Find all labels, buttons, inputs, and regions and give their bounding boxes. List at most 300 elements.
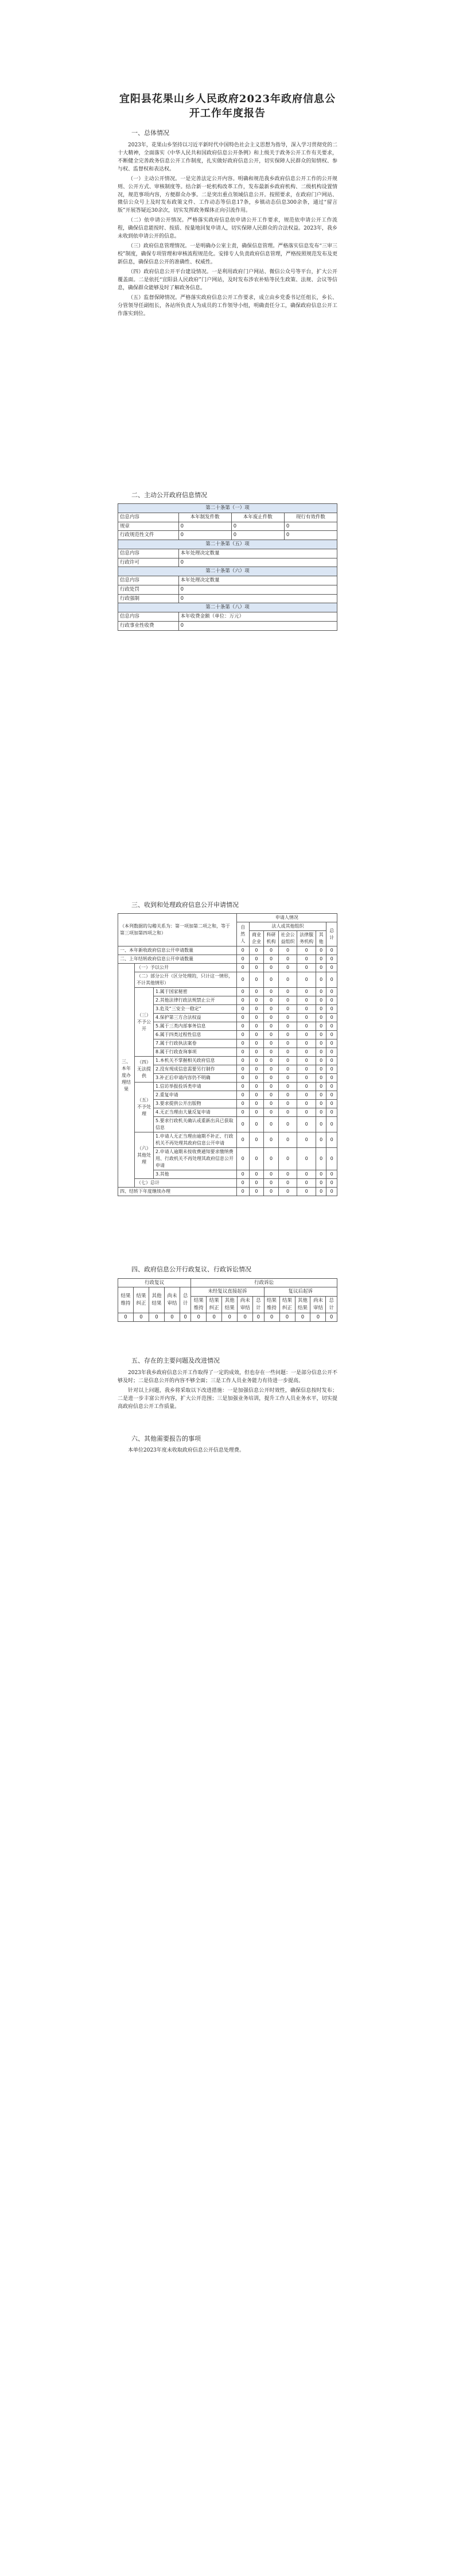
table-header: 本年处理决定数量	[178, 576, 337, 585]
table-cell: 0	[264, 955, 279, 964]
table-cell: 0	[249, 1065, 264, 1074]
table-cell: 0	[326, 1117, 337, 1132]
table-row	[118, 988, 337, 996]
table-cell: 0	[118, 1313, 134, 1322]
table-cell: 0	[278, 1108, 297, 1117]
table-cell: 0	[316, 1117, 326, 1132]
table-cell: 0	[264, 1188, 279, 1196]
paragraph: 2023年我乡政府信息公开工作取得了一定的成效，但也存在一些问题：一是部分信息公开不够及时；二是信息公开的内容不够全面；三是工作人员业务能力有待进一步提高。	[118, 1370, 337, 1384]
table-cell: 0	[249, 1188, 264, 1196]
table-header: 行政诉讼	[191, 1278, 337, 1287]
table-row-label: 3.要求提供公开出版物	[154, 1100, 237, 1108]
table-cell: 0	[278, 946, 297, 955]
table-cell: 0	[278, 988, 297, 996]
table-header: 复议后起诉	[264, 1287, 337, 1297]
table-cell: 0	[207, 1313, 222, 1322]
table-header: 信息内容	[118, 513, 179, 522]
table-cell: 0	[278, 1057, 297, 1065]
table-cell: 0	[297, 1065, 316, 1074]
table-cell: 0	[178, 522, 231, 531]
table-cell: 0	[326, 1313, 337, 1322]
table-cell: 行政处罚	[118, 585, 179, 594]
table-cell: 0	[297, 996, 316, 1005]
table-cell: 0	[264, 1148, 279, 1170]
table-cell: 0	[326, 972, 337, 988]
table-cell: 0	[326, 1170, 337, 1179]
table-cell: 0	[297, 1014, 316, 1022]
table-cell: 0	[236, 1083, 249, 1091]
table-header: 法律服务机构	[297, 931, 316, 946]
table-row	[118, 1188, 337, 1196]
paragraph: （三）政府信息管理情况。一是明确办公室主责，确保信息管理。严格落实信息发布“三审三校”制度，确保专项管理和审核流程规范化。安排专人负责政府信息管理，严格按照规范发布及更新信息，确保信息公开的准确性、权威性。	[118, 243, 337, 265]
table-header: 法人或其他组织	[249, 922, 326, 931]
table-cell: 规章	[118, 522, 179, 531]
table-cell: 0	[297, 1057, 316, 1065]
table-cell: 0	[236, 964, 249, 972]
table-cell: 0	[236, 972, 249, 988]
table-cell: 0	[278, 1100, 297, 1108]
table-cell: 0	[264, 1048, 279, 1057]
table-row	[118, 1179, 337, 1188]
paragraph: （四）政府信息公开平台建设情况。一是利用政府门户网站、微信公众号等平台，扩大公开覆盖面。二是依托“宜阳县人民政府”门户网站，及时发布涉农补贴等民生政策、法规、会议等信息，确保群众能够及时了解政务信息。	[118, 269, 337, 291]
table-cell: 0	[316, 996, 326, 1005]
table-cell: 0	[316, 1039, 326, 1048]
table-row	[118, 946, 337, 955]
table-cell: 0	[326, 1148, 337, 1170]
table-cell: 0	[316, 988, 326, 996]
table-cell: 0	[297, 1179, 316, 1188]
table-row-label: （二）部分公开（区分处理的，只计这一情形，不计其他情形）	[135, 972, 237, 988]
table-cell: 0	[236, 1039, 249, 1048]
table-header: 尚未审结	[310, 1297, 326, 1313]
table-cell: 0	[264, 1100, 279, 1108]
table-row-label: 2.申请人逾期未按收费通知要求缴纳费用、行政机关不再处理其政府信息公开申请	[154, 1148, 237, 1170]
table-cell: 0	[231, 531, 284, 540]
table-cell: 0	[178, 558, 337, 567]
table-cell: 0	[249, 1057, 264, 1065]
table-cell: 0	[326, 1022, 337, 1031]
table-cell: 0	[316, 1100, 326, 1108]
table-row	[118, 1057, 337, 1065]
table-cell: 0	[326, 1014, 337, 1022]
table-cell: 0	[326, 955, 337, 964]
table-header: 结果维持	[264, 1297, 279, 1313]
table-row-label: 1.申请人无正当理由逾期不补正、行政机关不再处理其政府信息公开申请	[154, 1132, 237, 1148]
section-heading: 五、存在的主要问题及改进情况	[131, 1357, 220, 1365]
table-cell: 0	[178, 621, 337, 630]
table-cell: 0	[249, 1170, 264, 1179]
table-row-label: 5.要求行政机关确认或重新出具已获取信息	[154, 1117, 237, 1132]
table-cell: 0	[191, 1313, 207, 1322]
section-active-disclosure	[118, 491, 337, 631]
table-subgroup-label: （四）无法提供	[135, 1057, 154, 1083]
table-header: 商业企业	[249, 931, 264, 946]
table-cell: 0	[264, 996, 279, 1005]
table-cell: 0	[316, 1022, 326, 1031]
table-header: 其他结果	[149, 1287, 164, 1313]
table-cell: 0	[326, 946, 337, 955]
table-header: 其他	[316, 931, 326, 946]
table-row-label: 3.补正后申请内容仍不明确	[154, 1074, 237, 1083]
table-header: 其他结果	[222, 1297, 238, 1313]
table-cell: 0	[249, 1148, 264, 1170]
table-row-label: 1.信访举报投诉类申请	[154, 1083, 237, 1091]
table-header: 结果维持	[118, 1287, 134, 1313]
table-cell: 0	[236, 1117, 249, 1132]
table-header: 信息内容	[118, 549, 179, 558]
table-cell: 0	[236, 996, 249, 1005]
table-cell: 0	[236, 1188, 249, 1196]
table-cell: 0	[178, 594, 337, 603]
table-cell: 0	[316, 1083, 326, 1091]
table-header: 本年废止件数	[231, 513, 284, 522]
table-cell: 0	[316, 1031, 326, 1039]
table-cell: 0	[326, 1039, 337, 1048]
table-cell: 0	[236, 955, 249, 964]
table-header: 总计	[326, 1297, 337, 1313]
table-cell: 0	[249, 1179, 264, 1188]
table-cell: 0	[180, 1313, 190, 1322]
table-cell: 0	[264, 1039, 279, 1048]
table-header: 申请人情况	[236, 914, 337, 922]
table-cell: 0	[236, 1022, 249, 1031]
table-cell: 0	[249, 1108, 264, 1117]
paragraph: （一）主动公开情况。一是完善法定公开内容。明确和规范我乡政府信息公开工作的公开规则、公开方式、审核制度等。结合新一轮机构改革工作，发布最新乡政府机构、二级机构设置情况，规范事项内容，方便群众办事。二是突出重点领域信息公开。按照要求，在政府门户网站、微信公众号上及时发布政策文件、工作动态等信息17条，乡镇动态信息300余条，通过“留言版”开展答疑近30余次，切实发挥政务媒体正向引流作用。	[118, 176, 337, 214]
table-cell: 0	[316, 964, 326, 972]
table-cell: 0	[236, 1170, 249, 1179]
table-header: 尚未审结	[164, 1287, 180, 1313]
table-cell: 0	[284, 531, 337, 540]
table-header: 自然人	[236, 922, 249, 946]
table-row-label: 2.没有现成信息需要另行制作	[154, 1065, 237, 1074]
table-cell: 0	[249, 946, 264, 955]
table-cell: 0	[264, 1074, 279, 1083]
table-cell: 0	[295, 1313, 310, 1322]
table-cell: 0	[326, 1005, 337, 1014]
table-cell: 0	[264, 1005, 279, 1014]
table-row-label: （一）予以公开	[135, 964, 237, 972]
table-header: 总计	[180, 1287, 190, 1313]
table-cell: 0	[316, 1065, 326, 1074]
table-cell: 0	[264, 1031, 279, 1039]
table-cell: 0	[236, 1108, 249, 1117]
table-cell: 0	[236, 1057, 249, 1065]
section-overview	[118, 129, 337, 318]
table-header: 本年处理决定数量	[178, 549, 337, 558]
table-cell: 0	[278, 1179, 297, 1188]
table-cell: 0	[316, 1057, 326, 1065]
table-header: 其他结果	[295, 1297, 310, 1313]
table-cell: 0	[278, 1014, 297, 1022]
table-cell: 0	[249, 1100, 264, 1108]
table-cell: 0	[297, 1048, 316, 1057]
table-cell: 0	[236, 1048, 249, 1057]
table-cell: 0	[264, 1313, 279, 1322]
table-cell: 0	[264, 972, 279, 988]
table-cell: 0	[326, 1179, 337, 1188]
table-cell: 0	[249, 1031, 264, 1039]
table-cell: 0	[249, 1005, 264, 1014]
table-cell: 0	[236, 988, 249, 996]
table-cell: 0	[236, 1091, 249, 1100]
table-row	[118, 1313, 337, 1322]
table-cell: 0	[316, 1179, 326, 1188]
paragraph: （五）监督保障情况。严格落实政府信息公开工作要求，成立由乡党委书记任组长，乡长、分管领导任副组长，各站所负责人为成员的工作领导小组，明确责任分工，确保政府信息公开工作落实到位。	[118, 294, 337, 317]
table-row	[118, 531, 337, 540]
section-other	[118, 1434, 337, 1455]
table-cell: 0	[279, 1313, 295, 1322]
table-row-label: 二、上年结转政府信息公开申请数量	[118, 955, 237, 964]
table-row	[118, 964, 337, 972]
table-cell: 0	[326, 1057, 337, 1065]
table-cell: 0	[316, 1188, 326, 1196]
table-subgroup-label: （三）不予公开	[135, 988, 154, 1057]
table-cell: 0	[178, 531, 231, 540]
table-cell: 0	[249, 964, 264, 972]
paragraph: （二）依申请公开情况。严格落实政府信息依申请公开工作要求，规范依申请公开工作流程，确保信息能按时、按质、按量地回复申请人，切实保障人民群众的合法权益。2023年，我乡未收到依申请公开的信息。	[118, 218, 337, 240]
table-cell: 0	[236, 1074, 249, 1083]
table-cell: 0	[264, 1132, 279, 1148]
table-cell: 0	[249, 972, 264, 988]
table-cell: 0	[316, 1148, 326, 1170]
table-band: 第二十条第（八）项	[118, 603, 337, 612]
table-cell: 0	[278, 1039, 297, 1048]
table-cell: 0	[278, 1074, 297, 1083]
table-header: 结果纠正	[207, 1297, 222, 1313]
table-header: 现行有效件数	[284, 513, 337, 522]
table-header: 科研机构	[264, 931, 279, 946]
table-row	[118, 1132, 337, 1148]
table-cell: 0	[264, 1108, 279, 1117]
table-corner-note: （本列数据的勾稽关系为：第一项加第二项之和，等于第三项加第四项之和）	[118, 914, 237, 946]
table-cell: 0	[297, 955, 316, 964]
table-row-label: 2.重复申请	[154, 1091, 237, 1100]
report-title: 宜阳县花果山乡人民政府2023年政府信息公开工作年度报告	[119, 93, 336, 120]
section-heading: 四、政府信息公开行政复议、行政诉讼情况	[131, 1266, 251, 1274]
table-cell: 0	[249, 955, 264, 964]
section-review-litigation	[118, 1265, 337, 1322]
table-cell: 0	[278, 1188, 297, 1196]
table-cell: 0	[249, 1117, 264, 1132]
table-cell: 0	[316, 1074, 326, 1083]
table-cell: 0	[264, 1179, 279, 1188]
table-cell: 0	[231, 522, 284, 531]
table-cell: 0	[326, 1083, 337, 1091]
table-cell: 0	[297, 946, 316, 955]
table-cell: 0	[316, 1048, 326, 1057]
paragraph: 2023年，花果山乡坚持以习近平新时代中国特色社会主义思想为指导，深入学习贯彻党的二十大精神，全面落实《中华人民共和国政府信息公开条例》和上级关于政务公开工作有关要求，不断健全完善政务信息公开工作制度，扎实做好政府信息公开，切实保障人民群众的知情权、参与权、监督权和表达权。	[118, 142, 337, 172]
table-cell: 0	[278, 1091, 297, 1100]
table-row	[118, 972, 337, 988]
table-cell: 0	[236, 1179, 249, 1188]
table-row	[118, 1083, 337, 1091]
table-cell: 0	[278, 996, 297, 1005]
table-cell: 0	[249, 1014, 264, 1022]
table-cell: 0	[297, 1083, 316, 1091]
table-cell: 0	[278, 1022, 297, 1031]
table-cell: 0	[249, 1074, 264, 1083]
table-cell: 0	[326, 996, 337, 1005]
table-cell: 0	[326, 1074, 337, 1083]
table-cell: 0	[278, 972, 297, 988]
table-header: 信息内容	[118, 612, 179, 622]
table-cell: 0	[297, 964, 316, 972]
table-cell: 0	[238, 1313, 253, 1322]
table-header: 结果维持	[191, 1297, 207, 1313]
table-cell: 0	[278, 1148, 297, 1170]
table-cell: 0	[264, 1117, 279, 1132]
table-cell: 0	[297, 1091, 316, 1100]
table-cell: 0	[278, 1005, 297, 1014]
paragraph: 本单位2023年度未收取政府信息公开信息处理费。	[128, 1448, 244, 1453]
table-cell: 0	[264, 1065, 279, 1074]
table-cell: 0	[236, 1014, 249, 1022]
section-heading: 一、总体情况	[131, 129, 169, 137]
table-cell: 0	[297, 1074, 316, 1083]
table-cell: 0	[253, 1313, 264, 1322]
table-cell: 行政规范性文件	[118, 531, 179, 540]
table-cell: 0	[278, 1048, 297, 1057]
table-cell: 0	[249, 996, 264, 1005]
table-cell: 0	[297, 1039, 316, 1048]
table-cell: 0	[236, 1148, 249, 1170]
table-cell: 0	[326, 1031, 337, 1039]
table-cell: 0	[326, 1065, 337, 1074]
table-cell: 0	[326, 1108, 337, 1117]
table-cell: 0	[164, 1313, 180, 1322]
table-header: 社会公益组织	[278, 931, 297, 946]
table-row	[118, 585, 337, 594]
table-cell: 0	[278, 1132, 297, 1148]
table-band: 第二十条第（五）项	[118, 540, 337, 549]
table-cell: 0	[278, 1170, 297, 1179]
section-heading: 六、其他需要报告的事项	[131, 1434, 201, 1442]
table-row-label: 1.本机关不掌握相关政府信息	[154, 1057, 237, 1065]
table-cell: 0	[264, 1083, 279, 1091]
table-row-label: 5.属于三类内部事务信息	[154, 1022, 237, 1031]
table-row-label: 3.危及“三安全一稳定”	[154, 1005, 237, 1014]
table-cell: 0	[264, 964, 279, 972]
table-cell: 0	[236, 946, 249, 955]
applications-table	[118, 913, 337, 1196]
table-row-label: 1.属于国家秘密	[154, 988, 237, 996]
table-cell: 0	[316, 1132, 326, 1148]
table-header: 本年收费金额（单位：万元）	[178, 612, 337, 622]
table-header: 总计	[253, 1297, 264, 1313]
table-row	[118, 594, 337, 603]
table-cell: 0	[236, 1100, 249, 1108]
table-cell: 0	[297, 1148, 316, 1170]
table-row-label: 4.保护第三方合法权益	[154, 1014, 237, 1022]
table-cell: 0	[297, 1005, 316, 1014]
table-cell: 0	[326, 1100, 337, 1108]
table-row-label: 2.其他法律行政法规禁止公开	[154, 996, 237, 1005]
table-cell: 0	[326, 1091, 337, 1100]
table-subgroup-label: （五）不予处理	[135, 1083, 154, 1132]
section-heading: 二、主动公开政府信息情况	[131, 491, 207, 499]
table-cell: 0	[316, 1170, 326, 1179]
table-header: 总计	[326, 922, 337, 946]
table-subgroup-label: （六）其他处理	[135, 1132, 154, 1179]
table-cell: 0	[284, 522, 337, 531]
table-cell: 0	[249, 1132, 264, 1148]
table-cell: 0	[316, 955, 326, 964]
table-cell: 0	[326, 1048, 337, 1057]
table-cell: 0	[264, 1170, 279, 1179]
table-cell: 0	[278, 1083, 297, 1091]
table-row	[118, 558, 337, 567]
table-cell: 0	[297, 972, 316, 988]
table-cell: 行政强制	[118, 594, 179, 603]
table-cell: 0	[264, 1091, 279, 1100]
table-header: 本年制发件数	[178, 513, 231, 522]
table-row-label: 6.属于四类过程性信息	[154, 1031, 237, 1039]
table-cell: 0	[278, 1031, 297, 1039]
table-cell: 0	[297, 1100, 316, 1108]
section-problems	[118, 1356, 337, 1411]
table-cell: 0	[297, 1031, 316, 1039]
table-row	[118, 621, 337, 630]
table-cell: 0	[222, 1313, 238, 1322]
table-band: 第二十条第（一）项	[118, 504, 337, 513]
table-header: 信息内容	[118, 576, 179, 585]
table-row	[118, 955, 337, 964]
table-cell: 0	[297, 1170, 316, 1179]
section-heading: 三、收到和处理政府信息公开申请情况	[131, 901, 239, 909]
paragraph: 针对以上问题，我乡将采取以下改进措施：一是加强信息公开时效性，确保信息按时发布；二是进一步丰富公开内容，扩大公开范围；三是加强业务培训，提升工作人员业务水平，切实提高政府信息公开工作质量。	[118, 1387, 337, 1410]
table-cell: 0	[264, 1014, 279, 1022]
table-cell: 0	[310, 1313, 326, 1322]
table-cell: 0	[297, 1188, 316, 1196]
table-row-label: 四、结转下年度继续办理	[118, 1188, 237, 1196]
section-applications	[118, 901, 337, 1197]
table-cell: 0	[178, 585, 337, 594]
table-header: 结果纠正	[279, 1297, 295, 1313]
table-cell: 0	[297, 1132, 316, 1148]
table-cell: 0	[316, 946, 326, 955]
table-cell: 0	[249, 1039, 264, 1048]
table-cell: 0	[236, 1065, 249, 1074]
table-cell: 0	[149, 1313, 164, 1322]
table-cell: 0	[278, 964, 297, 972]
table-cell: 0	[236, 1132, 249, 1148]
table-row-label: 3.其他	[154, 1170, 237, 1179]
table-cell: 0	[249, 988, 264, 996]
table-cell: 0	[278, 1117, 297, 1132]
table-cell: 0	[297, 1117, 316, 1132]
table-cell: 0	[264, 1057, 279, 1065]
table-cell: 0	[249, 1083, 264, 1091]
table-cell: 0	[316, 1014, 326, 1022]
table-cell: 0	[236, 1031, 249, 1039]
review-litigation-table	[118, 1278, 337, 1322]
table-cell: 0	[326, 964, 337, 972]
table-row-label: 8.属于行政查询事项	[154, 1048, 237, 1057]
table-cell: 0	[297, 988, 316, 996]
table-row	[118, 522, 337, 531]
table-cell: 0	[249, 1048, 264, 1057]
table-band: 第二十条第（六）项	[118, 567, 337, 576]
table-cell: 0	[297, 1108, 316, 1117]
table-cell: 行政许可	[118, 558, 179, 567]
table-cell: 0	[316, 1091, 326, 1100]
table-cell: 0	[326, 1132, 337, 1148]
table-cell: 0	[316, 1108, 326, 1117]
table-row-label: 7.属于行政执法案卷	[154, 1039, 237, 1048]
table-row-label: 一、本年新收政府信息公开申请数量	[118, 946, 237, 955]
table-cell: 0	[316, 972, 326, 988]
table-cell: 0	[326, 1188, 337, 1196]
